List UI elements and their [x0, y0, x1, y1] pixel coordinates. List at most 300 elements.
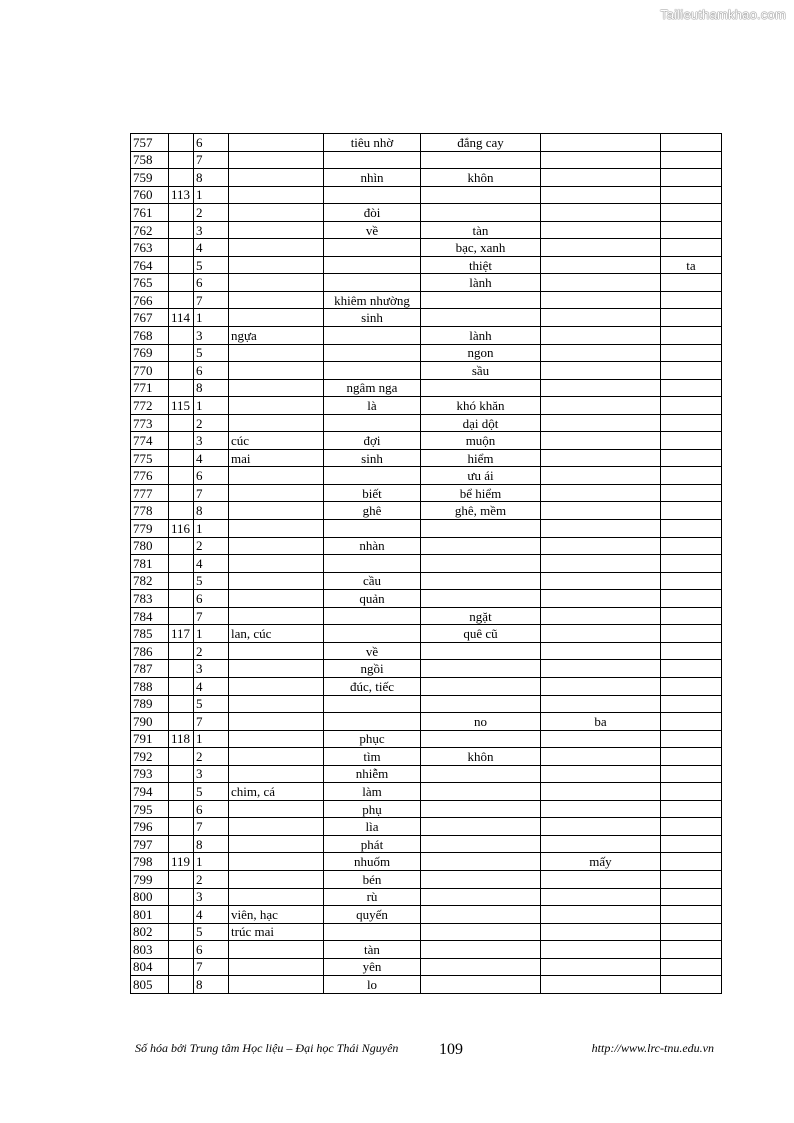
cell-col-d	[541, 941, 661, 959]
table-row	[131, 221, 722, 239]
cell-col-e	[661, 818, 722, 836]
cell-index: 789	[131, 695, 169, 713]
cell-col-c	[421, 906, 541, 924]
cell-number: 4	[194, 677, 229, 695]
cell-col-e	[661, 432, 722, 450]
cell-group	[169, 362, 194, 380]
cell-col-d	[541, 327, 661, 345]
cell-col-a	[229, 256, 324, 274]
cell-col-b	[324, 274, 421, 292]
cell-col-d	[541, 818, 661, 836]
cell-col-a	[229, 642, 324, 660]
cell-group	[169, 818, 194, 836]
cell-number: 4	[194, 906, 229, 924]
cell-number: 8	[194, 502, 229, 520]
cell-index: 773	[131, 414, 169, 432]
cell-group	[169, 344, 194, 362]
cell-col-b	[324, 713, 421, 731]
cell-col-b	[324, 520, 421, 538]
cell-col-c: dại dột	[421, 414, 541, 432]
table-row	[131, 677, 722, 695]
table-row	[131, 818, 722, 836]
cell-col-e	[661, 520, 722, 538]
cell-col-e	[661, 186, 722, 204]
cell-col-b	[324, 695, 421, 713]
cell-col-c: đắng cay	[421, 134, 541, 152]
cell-col-c	[421, 379, 541, 397]
cell-col-a: cúc	[229, 432, 324, 450]
cell-col-c	[421, 291, 541, 309]
cell-col-b: nhìn	[324, 169, 421, 187]
cell-col-d: ba	[541, 713, 661, 731]
cell-col-e	[661, 941, 722, 959]
cell-col-e	[661, 502, 722, 520]
cell-col-c: quê cũ	[421, 625, 541, 643]
table-row	[131, 309, 722, 327]
cell-col-b: quản	[324, 590, 421, 608]
cell-col-c	[421, 923, 541, 941]
cell-number: 7	[194, 713, 229, 731]
cell-col-d	[541, 520, 661, 538]
cell-group	[169, 976, 194, 994]
cell-group	[169, 151, 194, 169]
cell-group	[169, 800, 194, 818]
cell-group	[169, 169, 194, 187]
cell-index: 804	[131, 958, 169, 976]
cell-col-b	[324, 923, 421, 941]
table-row	[131, 484, 722, 502]
cell-col-d	[541, 800, 661, 818]
cell-col-b: phát	[324, 835, 421, 853]
table-row	[131, 607, 722, 625]
table-row	[131, 625, 722, 643]
cell-index: 769	[131, 344, 169, 362]
cell-group	[169, 379, 194, 397]
cell-col-d	[541, 239, 661, 257]
cell-group: 113	[169, 186, 194, 204]
cell-col-d	[541, 502, 661, 520]
cell-number: 5	[194, 572, 229, 590]
cell-col-a	[229, 888, 324, 906]
cell-number: 8	[194, 169, 229, 187]
cell-col-b: tìm	[324, 748, 421, 766]
table-row	[131, 800, 722, 818]
cell-col-a	[229, 800, 324, 818]
cell-col-b: ngồi	[324, 660, 421, 678]
cell-col-a	[229, 730, 324, 748]
cell-group	[169, 204, 194, 222]
cell-col-e	[661, 642, 722, 660]
cell-index: 787	[131, 660, 169, 678]
cell-index: 802	[131, 923, 169, 941]
cell-col-d	[541, 765, 661, 783]
cell-col-b: ngâm nga	[324, 379, 421, 397]
cell-col-a	[229, 607, 324, 625]
cell-col-d	[541, 204, 661, 222]
cell-col-d	[541, 274, 661, 292]
cell-index: 797	[131, 835, 169, 853]
cell-index: 762	[131, 221, 169, 239]
cell-col-c: thiệt	[421, 256, 541, 274]
cell-number: 1	[194, 853, 229, 871]
cell-col-a	[229, 818, 324, 836]
cell-col-e	[661, 730, 722, 748]
cell-group	[169, 221, 194, 239]
cell-col-e	[661, 362, 722, 380]
cell-col-d	[541, 783, 661, 801]
table-row	[131, 151, 722, 169]
cell-col-e	[661, 134, 722, 152]
cell-col-c: muộn	[421, 432, 541, 450]
cell-number: 6	[194, 941, 229, 959]
cell-col-c	[421, 800, 541, 818]
cell-col-b	[324, 414, 421, 432]
cell-group	[169, 642, 194, 660]
cell-number: 3	[194, 432, 229, 450]
cell-index: 779	[131, 520, 169, 538]
cell-col-b: sinh	[324, 449, 421, 467]
table-row	[131, 642, 722, 660]
cell-col-c	[421, 186, 541, 204]
cell-index: 782	[131, 572, 169, 590]
cell-col-a	[229, 274, 324, 292]
cell-col-e	[661, 765, 722, 783]
cell-col-b	[324, 239, 421, 257]
cell-col-d	[541, 555, 661, 573]
cell-col-e	[661, 309, 722, 327]
cell-col-c: no	[421, 713, 541, 731]
cell-col-e	[661, 274, 722, 292]
cell-col-d	[541, 484, 661, 502]
cell-index: 771	[131, 379, 169, 397]
cell-col-e	[661, 327, 722, 345]
cell-group	[169, 713, 194, 731]
cell-col-b	[324, 327, 421, 345]
cell-index: 803	[131, 941, 169, 959]
cell-col-c	[421, 151, 541, 169]
cell-col-b: tàn	[324, 941, 421, 959]
cell-col-d	[541, 958, 661, 976]
cell-col-d	[541, 695, 661, 713]
cell-number: 1	[194, 186, 229, 204]
cell-col-d	[541, 748, 661, 766]
cell-col-c	[421, 555, 541, 573]
cell-col-c	[421, 590, 541, 608]
cell-group	[169, 134, 194, 152]
cell-group	[169, 572, 194, 590]
cell-col-c	[421, 835, 541, 853]
cell-number: 6	[194, 362, 229, 380]
table-row	[131, 976, 722, 994]
cell-col-e	[661, 783, 722, 801]
cell-col-d	[541, 449, 661, 467]
cell-group	[169, 414, 194, 432]
cell-group	[169, 607, 194, 625]
table-row	[131, 327, 722, 345]
table-row	[131, 958, 722, 976]
cell-col-a	[229, 870, 324, 888]
cell-col-d	[541, 186, 661, 204]
cell-col-e	[661, 800, 722, 818]
cell-number: 6	[194, 467, 229, 485]
cell-col-e	[661, 344, 722, 362]
table-row	[131, 362, 722, 380]
cell-col-d	[541, 467, 661, 485]
cell-index: 795	[131, 800, 169, 818]
cell-group	[169, 239, 194, 257]
cell-col-e	[661, 449, 722, 467]
cell-col-c: bạc, xanh	[421, 239, 541, 257]
table-row	[131, 274, 722, 292]
cell-number: 1	[194, 309, 229, 327]
cell-number: 7	[194, 151, 229, 169]
cell-col-d	[541, 906, 661, 924]
cell-col-b: làm	[324, 783, 421, 801]
cell-number: 5	[194, 695, 229, 713]
cell-col-b: đòi	[324, 204, 421, 222]
cell-number: 3	[194, 888, 229, 906]
cell-index: 792	[131, 748, 169, 766]
cell-group	[169, 923, 194, 941]
cell-col-c: tàn	[421, 221, 541, 239]
cell-col-c	[421, 783, 541, 801]
cell-number: 7	[194, 484, 229, 502]
cell-col-b	[324, 186, 421, 204]
table-row	[131, 186, 722, 204]
cell-col-a	[229, 484, 324, 502]
cell-index: 757	[131, 134, 169, 152]
cell-col-e	[661, 625, 722, 643]
cell-col-b: lo	[324, 976, 421, 994]
cell-index: 763	[131, 239, 169, 257]
cell-number: 1	[194, 397, 229, 415]
cell-col-e	[661, 590, 722, 608]
cell-number: 3	[194, 221, 229, 239]
cell-col-a	[229, 344, 324, 362]
cell-col-c	[421, 677, 541, 695]
cell-number: 6	[194, 134, 229, 152]
cell-col-a	[229, 695, 324, 713]
table-row	[131, 291, 722, 309]
cell-col-c	[421, 941, 541, 959]
table-row	[131, 449, 722, 467]
footer-url: http://www.lrc-tnu.edu.vn	[591, 1041, 714, 1055]
cell-group	[169, 327, 194, 345]
cell-number: 7	[194, 607, 229, 625]
table-row	[131, 555, 722, 573]
cell-col-d	[541, 344, 661, 362]
cell-col-e	[661, 853, 722, 871]
cell-group	[169, 783, 194, 801]
cell-col-e	[661, 835, 722, 853]
cell-index: 770	[131, 362, 169, 380]
table-row	[131, 537, 722, 555]
cell-col-d	[541, 134, 661, 152]
cell-col-d	[541, 660, 661, 678]
cell-col-c: hiểm	[421, 449, 541, 467]
cell-col-e	[661, 695, 722, 713]
cell-col-a	[229, 186, 324, 204]
cell-col-c: ghê, mềm	[421, 502, 541, 520]
cell-col-d	[541, 379, 661, 397]
cell-index: 780	[131, 537, 169, 555]
cell-col-a	[229, 221, 324, 239]
footer-source: Số hóa bởi Trung tâm Học liệu – Đại học Thái Nguyên	[135, 1041, 399, 1055]
cell-index: 791	[131, 730, 169, 748]
cell-col-b	[324, 362, 421, 380]
cell-col-d	[541, 414, 661, 432]
cell-index: 775	[131, 449, 169, 467]
cell-col-e	[661, 572, 722, 590]
table-row	[131, 256, 722, 274]
cell-col-a	[229, 362, 324, 380]
table-row	[131, 502, 722, 520]
cell-col-b: đợi	[324, 432, 421, 450]
cell-col-a	[229, 309, 324, 327]
cell-index: 801	[131, 906, 169, 924]
cell-col-c	[421, 660, 541, 678]
cell-group	[169, 677, 194, 695]
cell-index: 768	[131, 327, 169, 345]
cell-index: 774	[131, 432, 169, 450]
table-row	[131, 572, 722, 590]
cell-number: 6	[194, 590, 229, 608]
table-row	[131, 835, 722, 853]
cell-col-a	[229, 555, 324, 573]
cell-index: 761	[131, 204, 169, 222]
cell-col-c	[421, 958, 541, 976]
cell-col-a: viên, hạc	[229, 906, 324, 924]
cell-col-b	[324, 344, 421, 362]
cell-number: 5	[194, 344, 229, 362]
cell-col-c	[421, 537, 541, 555]
cell-col-b: nhiễm	[324, 765, 421, 783]
cell-index: 776	[131, 467, 169, 485]
cell-index: 794	[131, 783, 169, 801]
cell-index: 772	[131, 397, 169, 415]
cell-number: 1	[194, 730, 229, 748]
table-row	[131, 748, 722, 766]
cell-col-c: ưu ái	[421, 467, 541, 485]
cell-col-e	[661, 537, 722, 555]
table-row	[131, 169, 722, 187]
cell-col-c: ngặt	[421, 607, 541, 625]
cell-group	[169, 695, 194, 713]
cell-col-d	[541, 397, 661, 415]
cell-col-b: ghê	[324, 502, 421, 520]
cell-col-a	[229, 748, 324, 766]
cell-group	[169, 888, 194, 906]
cell-col-d	[541, 625, 661, 643]
data-table	[130, 133, 722, 994]
cell-col-a	[229, 677, 324, 695]
cell-group	[169, 906, 194, 924]
cell-col-b	[324, 607, 421, 625]
cell-group	[169, 660, 194, 678]
cell-number: 5	[194, 783, 229, 801]
table-row	[131, 713, 722, 731]
cell-col-e: ta	[661, 256, 722, 274]
cell-col-d	[541, 256, 661, 274]
cell-col-e	[661, 239, 722, 257]
cell-group	[169, 870, 194, 888]
cell-group	[169, 291, 194, 309]
cell-col-d	[541, 888, 661, 906]
cell-index: 786	[131, 642, 169, 660]
table-row	[131, 134, 722, 152]
cell-col-c	[421, 572, 541, 590]
cell-number: 2	[194, 204, 229, 222]
cell-col-c	[421, 204, 541, 222]
cell-col-c	[421, 765, 541, 783]
table-row	[131, 695, 722, 713]
cell-index: 766	[131, 291, 169, 309]
cell-col-e	[661, 397, 722, 415]
cell-index: 764	[131, 256, 169, 274]
cell-col-c	[421, 818, 541, 836]
cell-col-a: lan, cúc	[229, 625, 324, 643]
cell-number: 6	[194, 800, 229, 818]
cell-group	[169, 555, 194, 573]
table-row	[131, 467, 722, 485]
cell-index: 805	[131, 976, 169, 994]
cell-col-a	[229, 204, 324, 222]
table-row	[131, 239, 722, 257]
cell-col-d	[541, 537, 661, 555]
cell-col-e	[661, 467, 722, 485]
cell-col-c	[421, 853, 541, 871]
cell-index: 758	[131, 151, 169, 169]
cell-col-e	[661, 291, 722, 309]
table-row	[131, 870, 722, 888]
table-row	[131, 432, 722, 450]
cell-group	[169, 537, 194, 555]
cell-col-a	[229, 169, 324, 187]
cell-index: 796	[131, 818, 169, 836]
cell-col-c	[421, 309, 541, 327]
cell-number: 7	[194, 818, 229, 836]
cell-col-d	[541, 870, 661, 888]
cell-number: 7	[194, 291, 229, 309]
table-row	[131, 765, 722, 783]
cell-index: 799	[131, 870, 169, 888]
cell-group	[169, 835, 194, 853]
cell-col-b	[324, 256, 421, 274]
cell-group	[169, 941, 194, 959]
cell-number: 2	[194, 414, 229, 432]
cell-col-b: về	[324, 221, 421, 239]
cell-col-d	[541, 572, 661, 590]
cell-number: 4	[194, 239, 229, 257]
cell-col-b: nhàn	[324, 537, 421, 555]
table-row	[131, 397, 722, 415]
cell-col-b: phục	[324, 730, 421, 748]
cell-number: 2	[194, 870, 229, 888]
cell-number: 4	[194, 555, 229, 573]
cell-col-b: lìa	[324, 818, 421, 836]
cell-number: 7	[194, 958, 229, 976]
cell-col-c	[421, 695, 541, 713]
cell-col-c: lành	[421, 327, 541, 345]
cell-group: 119	[169, 853, 194, 871]
cell-index: 788	[131, 677, 169, 695]
cell-col-b: tiêu nhờ	[324, 134, 421, 152]
cell-group	[169, 590, 194, 608]
cell-col-e	[661, 888, 722, 906]
cell-number: 8	[194, 976, 229, 994]
cell-col-d: mấy	[541, 853, 661, 871]
cell-col-c	[421, 888, 541, 906]
